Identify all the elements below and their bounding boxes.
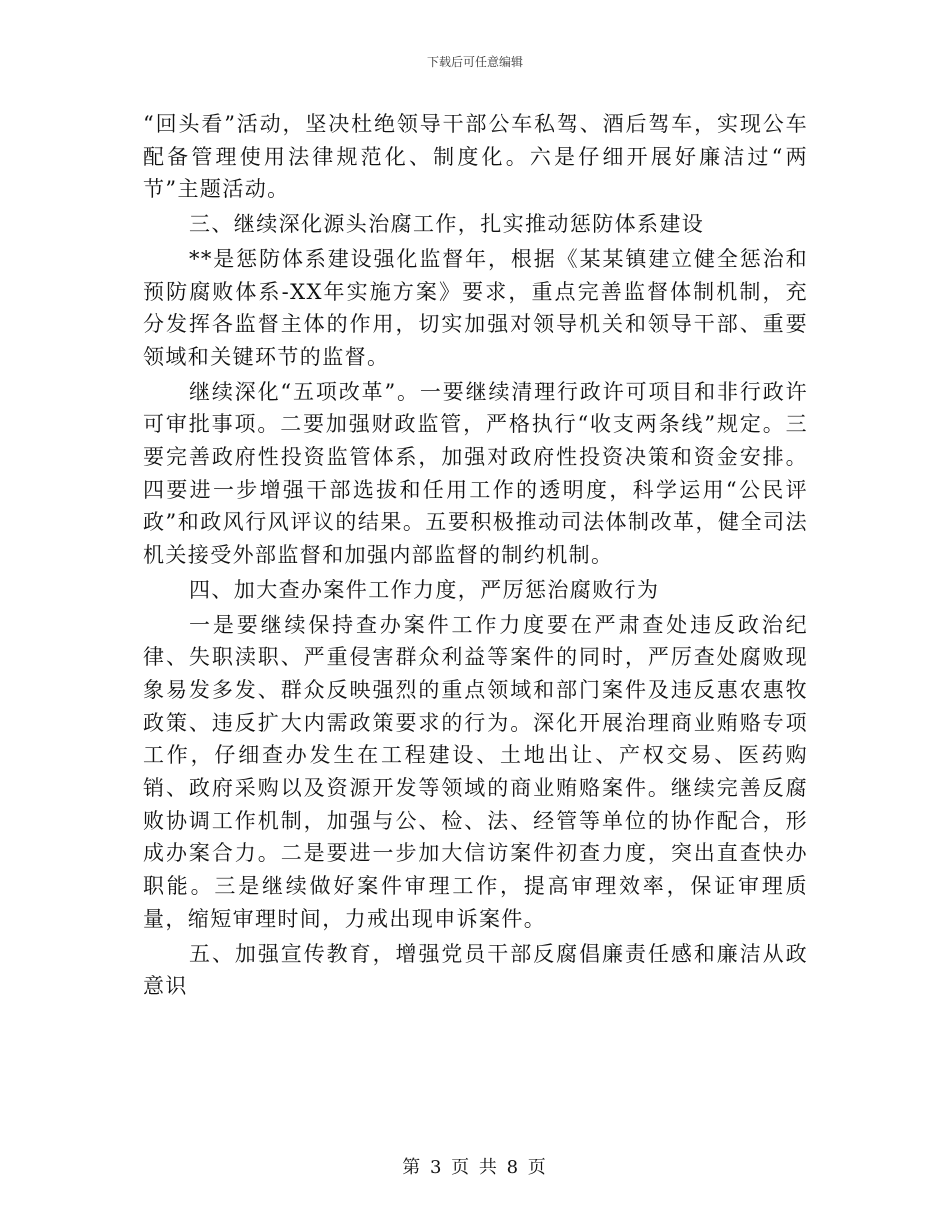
section-heading-five: 五、加强宣传教育，增强党员干部反腐倡廉责任感和廉洁从政意识 <box>143 941 808 999</box>
page-number-footer: 第 3 页 共 8 页 <box>402 1157 548 1178</box>
paragraph-five-reforms: 继续深化“五项改革”。一要继续清理行政许可项目和非行政许可审批事项。二要加强财政监管，严格执行“收支两条线”规定。三要完善政府性投资监管体系，加强对政府性投资决策和资金安排。四要进一步增强干部选拔和任用工作的透明度，科学运用“公民评政”和政风行风评议的结果。五要积极推动司法体制改革，健全司法机关接受外部监督和加强内部监督的制约机制。 <box>143 379 808 568</box>
paragraph-supervision-year: **是惩防体系建设强化监督年，根据《某某镇建立健全惩治和预防腐败体系-XX年实施方案》要求，重点完善监督体制机制，充分发挥各监督主体的作用，切实加强对领导机关和领导干部、重要领域和关键环节的监督。 <box>143 246 808 369</box>
section-heading-three: 三、继续深化源头治腐工作，扎实推动惩防体系建设 <box>189 212 705 237</box>
section-heading-four: 四、加大查办案件工作力度，严厉惩治腐败行为 <box>189 577 660 602</box>
paragraph-case-handling: 一是要继续保持查办案件工作力度要在严肃查处违反政治纪律、失职渎职、严重侵害群众利益等案件的同时，严厉查处腐败现象易发多发、群众反映强烈的重点领域和部门案件及违反惠农惠牧政策、违反扩大内需政策要求的行为。深化开展治理商业贿赂专项工作，仔细查办发生在工程建设、土地出让、产权交易、医药购销、政府采购以及资源开发等领域的商业贿赂案件。继续完善反腐败协调工作机制，加强与公、检、法、经管等单位的协作配合，形成办案合力。二是要进一步加大信访案件初查力度，突出直查快办职能。三是继续做好案件审理工作，提高审理效率，保证审理质量，缩短审理时间，力戒出现申诉案件。 <box>143 612 808 931</box>
page-header-note: 下载后可任意编辑 <box>426 55 523 69</box>
paragraph-continuation: “回头看”活动，坚决杜绝领导干部公车私驾、酒后驾车，实现公车配备管理使用法律规范化、制度化。六是仔细开展好廉洁过“两节”主题活动。 <box>143 112 808 202</box>
document-body <box>143 108 808 1003</box>
